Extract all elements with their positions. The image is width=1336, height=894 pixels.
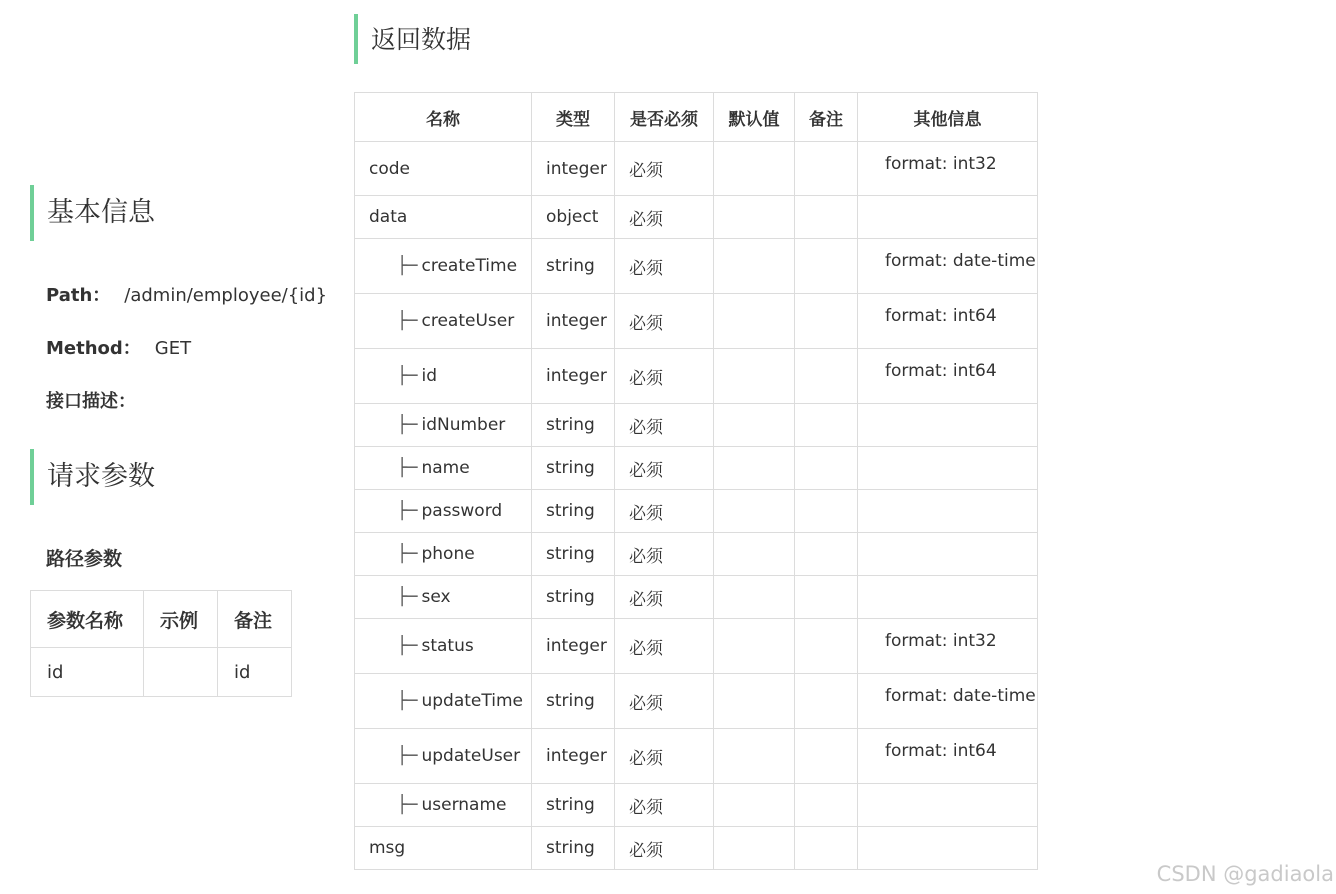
- tree-branch-icon: ├─: [397, 415, 418, 435]
- method-row: [46, 334, 191, 360]
- field-default-cell: [714, 576, 795, 619]
- field-name: idNumber: [421, 415, 506, 435]
- col-header-name: 名称: [355, 93, 532, 142]
- tree-branch-icon: ├─: [397, 587, 418, 607]
- tree-branch-icon: ├─: [397, 366, 418, 386]
- field-required-cell: 必须: [615, 827, 714, 870]
- field-name: password: [421, 501, 503, 521]
- field-type-cell: string: [532, 784, 615, 827]
- field-default-cell: [714, 490, 795, 533]
- field-type-cell: string: [532, 674, 615, 729]
- table-row: [355, 239, 1038, 294]
- field-remark-cell: [795, 619, 858, 674]
- field-default-cell: [714, 784, 795, 827]
- watermark: CSDN @gadiaola: [1156, 862, 1334, 886]
- field-type-cell: integer: [532, 619, 615, 674]
- field-default-cell: [714, 533, 795, 576]
- tree-branch-icon: ├─: [397, 795, 418, 815]
- field-name: id: [421, 366, 437, 386]
- field-required-cell: 必须: [615, 674, 714, 729]
- table-row: [355, 784, 1038, 827]
- field-name: updateTime: [421, 691, 523, 711]
- field-name: username: [421, 795, 507, 815]
- field-default-cell: [714, 447, 795, 490]
- field-required-cell: 必须: [615, 729, 714, 784]
- field-remark-cell: [795, 142, 858, 196]
- field-name-cell: [355, 674, 532, 729]
- field-default-cell: [714, 827, 795, 870]
- field-info-cell: format: int32: [858, 619, 1038, 674]
- table-row: [355, 196, 1038, 239]
- field-remark-cell: [795, 533, 858, 576]
- col-header-info: 其他信息: [858, 93, 1038, 142]
- col-header-param-remark: 备注: [218, 591, 292, 648]
- table-row: [355, 674, 1038, 729]
- path-params-header: [31, 591, 292, 648]
- field-name: createTime: [421, 256, 518, 276]
- table-row: [355, 294, 1038, 349]
- response-table-header: [355, 93, 1038, 142]
- table-row: [355, 404, 1038, 447]
- field-remark-cell: [795, 349, 858, 404]
- table-row: [355, 142, 1038, 196]
- field-name-cell: [355, 196, 532, 239]
- field-name-cell: [355, 447, 532, 490]
- field-type-cell: string: [532, 576, 615, 619]
- table-row: [355, 619, 1038, 674]
- field-remark-cell: [795, 490, 858, 533]
- field-remark-cell: [795, 239, 858, 294]
- table-row: [355, 533, 1038, 576]
- col-header-default: 默认值: [714, 93, 795, 142]
- field-type-cell: string: [532, 239, 615, 294]
- field-info-cell: [858, 404, 1038, 447]
- field-remark-cell: [795, 674, 858, 729]
- field-name: status: [421, 636, 474, 656]
- tree-branch-icon: ├─: [397, 311, 418, 331]
- table-row: [355, 490, 1038, 533]
- field-required-cell: 必须: [615, 784, 714, 827]
- path-label: Path：: [46, 285, 111, 306]
- field-info-cell: format: date-time: [858, 674, 1038, 729]
- field-default-cell: [714, 619, 795, 674]
- tree-branch-icon: ├─: [397, 691, 418, 711]
- field-required-cell: 必须: [615, 576, 714, 619]
- field-type-cell: integer: [532, 349, 615, 404]
- field-info-cell: format: int64: [858, 294, 1038, 349]
- response-title: 返回数据: [354, 14, 471, 64]
- method-label: Method：: [46, 338, 141, 359]
- table-row: [355, 447, 1038, 490]
- field-remark-cell: [795, 196, 858, 239]
- field-info-cell: [858, 827, 1038, 870]
- field-type-cell: string: [532, 827, 615, 870]
- field-required-cell: 必须: [615, 619, 714, 674]
- field-info-cell: format: int64: [858, 349, 1038, 404]
- field-remark-cell: [795, 784, 858, 827]
- col-header-remark: 备注: [795, 93, 858, 142]
- field-default-cell: [714, 196, 795, 239]
- field-type-cell: string: [532, 447, 615, 490]
- basic-info-title: 基本信息: [30, 185, 155, 241]
- field-required-cell: 必须: [615, 239, 714, 294]
- param-name-cell: id: [31, 648, 144, 697]
- field-type-cell: object: [532, 196, 615, 239]
- field-required-cell: 必须: [615, 447, 714, 490]
- field-info-cell: [858, 447, 1038, 490]
- field-info-cell: [858, 576, 1038, 619]
- field-info-cell: format: int32: [858, 142, 1038, 196]
- method-value: GET: [154, 338, 192, 359]
- tree-branch-icon: ├─: [397, 501, 418, 521]
- description-row: [46, 387, 150, 413]
- field-type-cell: integer: [532, 294, 615, 349]
- table-row: [355, 729, 1038, 784]
- field-name: data: [369, 207, 408, 227]
- col-header-required: 是否必须: [615, 93, 714, 142]
- response-table: [354, 92, 1038, 870]
- field-remark-cell: [795, 404, 858, 447]
- tree-branch-icon: ├─: [397, 458, 418, 478]
- field-info-cell: [858, 784, 1038, 827]
- field-name-cell: [355, 490, 532, 533]
- field-remark-cell: [795, 447, 858, 490]
- col-header-example: 示例: [144, 591, 218, 648]
- table-row: [355, 349, 1038, 404]
- field-remark-cell: [795, 729, 858, 784]
- field-default-cell: [714, 142, 795, 196]
- field-name-cell: [355, 784, 532, 827]
- field-name: name: [421, 458, 470, 478]
- field-default-cell: [714, 729, 795, 784]
- field-name-cell: [355, 619, 532, 674]
- field-name: createUser: [421, 311, 515, 331]
- field-required-cell: 必须: [615, 142, 714, 196]
- field-info-cell: format: date-time: [858, 239, 1038, 294]
- field-remark-cell: [795, 294, 858, 349]
- field-info-cell: [858, 533, 1038, 576]
- field-info-cell: format: int64: [858, 729, 1038, 784]
- field-default-cell: [714, 349, 795, 404]
- path-params-table: [30, 590, 292, 697]
- field-info-cell: [858, 490, 1038, 533]
- field-name-cell: [355, 533, 532, 576]
- field-name-cell: [355, 294, 532, 349]
- field-name-cell: [355, 349, 532, 404]
- table-row: [355, 576, 1038, 619]
- field-info-cell: [858, 196, 1038, 239]
- table-row: [31, 648, 292, 697]
- path-row: [46, 281, 327, 307]
- field-type-cell: integer: [532, 142, 615, 196]
- field-remark-cell: [795, 827, 858, 870]
- field-name-cell: [355, 827, 532, 870]
- field-name: msg: [369, 838, 406, 858]
- field-name: phone: [421, 544, 475, 564]
- tree-branch-icon: ├─: [397, 636, 418, 656]
- field-type-cell: string: [532, 404, 615, 447]
- field-remark-cell: [795, 576, 858, 619]
- field-default-cell: [714, 404, 795, 447]
- field-name: updateUser: [421, 746, 521, 766]
- field-required-cell: 必须: [615, 490, 714, 533]
- field-required-cell: 必须: [615, 294, 714, 349]
- path-value: /admin/employee/{id}: [124, 285, 328, 306]
- tree-branch-icon: ├─: [397, 544, 418, 564]
- field-default-cell: [714, 674, 795, 729]
- field-required-cell: 必须: [615, 196, 714, 239]
- field-default-cell: [714, 239, 795, 294]
- field-type-cell: integer: [532, 729, 615, 784]
- description-label: 接口描述：: [46, 391, 136, 412]
- field-required-cell: 必须: [615, 533, 714, 576]
- field-default-cell: [714, 294, 795, 349]
- path-params-title: 路径参数: [46, 548, 123, 570]
- field-name-cell: [355, 729, 532, 784]
- field-required-cell: 必须: [615, 404, 714, 447]
- field-name-cell: [355, 404, 532, 447]
- field-name: code: [369, 158, 410, 179]
- col-header-type: 类型: [532, 93, 615, 142]
- field-required-cell: 必须: [615, 349, 714, 404]
- request-params-title: 请求参数: [30, 449, 155, 505]
- field-name-cell: [355, 576, 532, 619]
- field-name-cell: [355, 239, 532, 294]
- field-type-cell: string: [532, 490, 615, 533]
- param-remark-cell: id: [218, 648, 292, 697]
- tree-branch-icon: ├─: [397, 256, 418, 276]
- tree-branch-icon: ├─: [397, 746, 418, 766]
- col-header-param-name: 参数名称: [31, 591, 144, 648]
- table-row: [355, 827, 1038, 870]
- field-name: sex: [421, 587, 451, 607]
- param-example-cell: [144, 648, 218, 697]
- field-type-cell: string: [532, 533, 615, 576]
- field-name-cell: [355, 142, 532, 196]
